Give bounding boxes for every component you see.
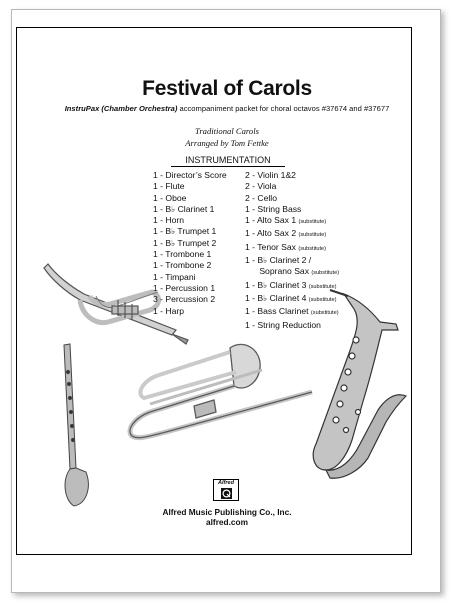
- publisher-website[interactable]: alfred.com: [206, 517, 248, 527]
- instrument-label: 1 - B♭ Clarinet 2 /: [245, 255, 312, 266]
- instrument-label: Soprano Sax: [245, 266, 310, 277]
- instrument-label: 1 - Oboe: [153, 192, 187, 203]
- publisher-block: [0, 507, 454, 527]
- instrument-item: [153, 260, 227, 271]
- instrument-item: [153, 226, 227, 237]
- instrument-item: [245, 204, 339, 215]
- substitute-note: (substitute): [308, 296, 337, 303]
- instrument-label: 2 - Viola: [245, 181, 277, 192]
- instrument-item: [153, 272, 227, 283]
- instrument-item: [153, 294, 227, 305]
- instrument-label: 1 - B♭ Clarinet 4: [245, 292, 307, 303]
- instrument-label: 1 - Trombone 2: [153, 260, 212, 271]
- instrument-label: 1 - Flute: [153, 181, 185, 192]
- instrument-label: 1 - Alto Sax 2: [245, 228, 297, 239]
- instrument-item: [153, 215, 227, 226]
- instrument-item: [245, 320, 339, 331]
- instrument-label: 2 - Violin 1&2: [245, 170, 296, 180]
- instrument-label: 1 - B♭ Clarinet 3: [245, 279, 307, 290]
- substitute-note: (substitute): [298, 245, 327, 252]
- instrument-label: 1 - Bass Clarinet: [245, 306, 309, 317]
- instrument-item: [153, 193, 227, 204]
- instrument-item: [245, 215, 339, 228]
- instrument-label: 1 - Horn: [153, 215, 185, 226]
- instrument-label: 1 - Alto Sax 1: [245, 215, 297, 226]
- instrument-item: [245, 193, 339, 204]
- substitute-note: (substitute): [311, 270, 340, 277]
- instrument-item: [153, 181, 227, 192]
- instrument-label: 1 - Percussion 1: [153, 282, 216, 293]
- instrument-label: 1 - B♭ Trumpet 2: [153, 237, 217, 248]
- instrument-label: 2 - Cello: [245, 192, 277, 203]
- instrument-item: [245, 266, 339, 279]
- product-name: InstruPax (Chamber Orchestra): [64, 104, 178, 113]
- arranger-credit: Arranged by Tom Fettke: [185, 138, 269, 148]
- substitute-note: (substitute): [298, 219, 327, 226]
- instrument-item: [153, 204, 227, 215]
- instrument-label: 1 - Timpani: [153, 271, 196, 282]
- substitute-note: (substitute): [308, 283, 337, 290]
- instrument-item: [245, 280, 339, 293]
- instrument-item: [153, 283, 227, 294]
- instrument-item: [153, 238, 227, 249]
- publisher-name: Alfred Music Publishing Co., Inc.: [162, 507, 292, 517]
- composer-credit: Traditional Carols: [195, 126, 259, 136]
- instrument-item: [153, 170, 227, 181]
- instrumentation-list-right: [245, 170, 339, 331]
- instrumentation-list-left: [153, 170, 227, 317]
- subtitle: [0, 104, 454, 113]
- instrument-label: 1 - String Reduction: [245, 319, 321, 330]
- instrument-label: 1 - Trombone 1: [153, 249, 212, 260]
- substitute-note: (substitute): [310, 310, 339, 317]
- instrument-label: 1 - Tenor Sax: [245, 241, 296, 252]
- alfred-logo: [213, 479, 239, 501]
- instrument-label: 1 - Director’s Score: [153, 170, 227, 180]
- instrument-label: 1 - B♭ Trumpet 1: [153, 226, 217, 237]
- instrumentation-heading: INSTRUMENTATION: [171, 155, 285, 167]
- instrument-label: 1 - Harp: [153, 305, 185, 316]
- instrument-label: 1 - String Bass: [245, 203, 302, 214]
- page-title: Festival of Carols: [142, 77, 312, 100]
- instrument-item: [245, 306, 339, 319]
- instrument-item: [245, 255, 339, 266]
- instrument-item: [245, 170, 339, 181]
- substitute-note: (substitute): [298, 232, 327, 239]
- logo-text: Alfred: [218, 480, 234, 486]
- instrument-item: [245, 181, 339, 192]
- instrument-item: [245, 293, 339, 306]
- instrument-item: [245, 228, 339, 241]
- instrument-label: 3 - Percussion 2: [153, 294, 216, 305]
- subtitle-text: accompaniment packet for choral octavos #37674 and #37677: [177, 104, 390, 113]
- clarinet-illustration: [64, 344, 88, 506]
- instrument-label: 1 - B♭ Clarinet 1: [153, 203, 215, 214]
- instrument-item: [245, 242, 339, 255]
- trombone-illustration: [130, 344, 312, 437]
- alfred-logo-icon: [221, 488, 232, 499]
- instrument-item: [153, 249, 227, 260]
- instrument-item: [153, 306, 227, 317]
